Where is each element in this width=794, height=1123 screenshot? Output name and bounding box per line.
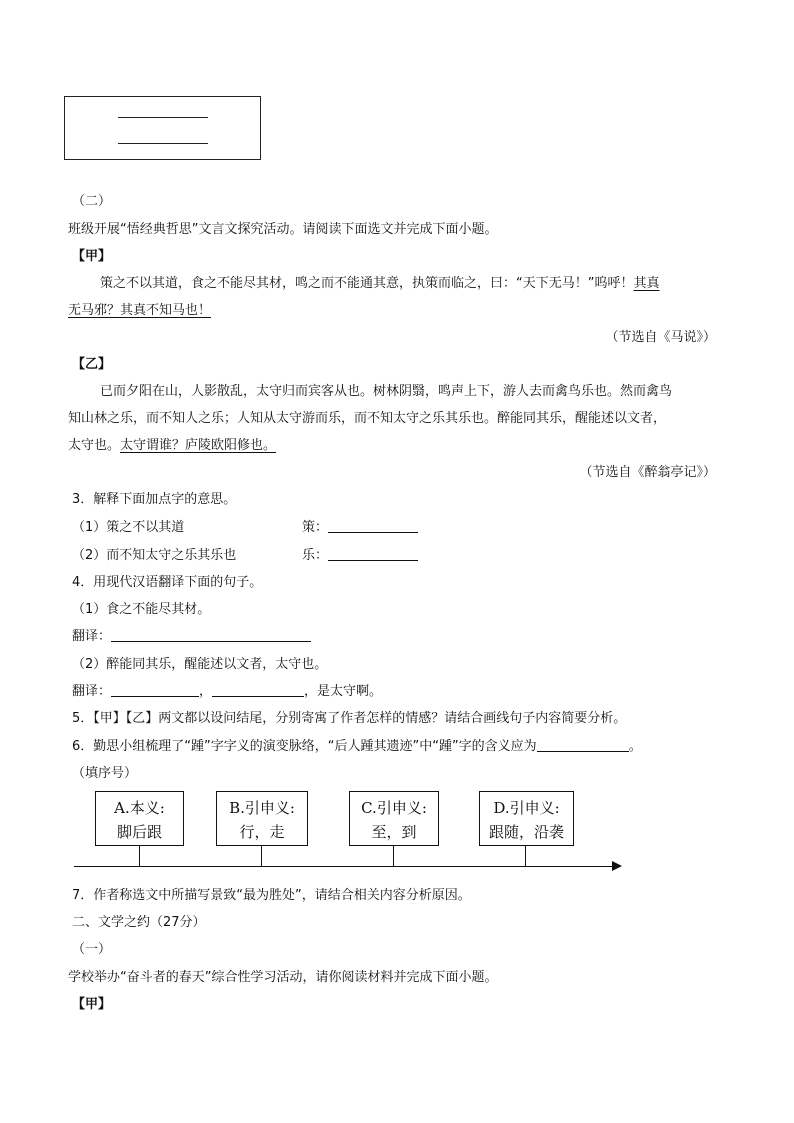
section-label: （二）	[72, 194, 112, 209]
yi-underlined-part: 太守谓谁？庐陵欧阳修也。	[120, 438, 277, 453]
timeline-box-a-title: A.本义:	[114, 799, 165, 817]
answer-blank[interactable]	[111, 682, 199, 697]
jia-label: 【甲】	[72, 249, 112, 264]
answer-blank[interactable]	[328, 546, 418, 561]
answer-box	[64, 96, 261, 160]
timeline-box-b	[216, 791, 308, 846]
translate-label: 翻译：	[72, 684, 112, 699]
yi-source: （节选自《醉翁亭记》）	[579, 465, 716, 480]
q6-text: 6．勤思小组梳理了“踵”字字义的演变脉络，“后人踵其遗迹”中“踵”字的含义应为	[72, 739, 537, 754]
timeline-arrow-icon	[612, 861, 622, 871]
yi-text-line3	[68, 434, 276, 453]
part-2-heading: 二、文学之约（27分）	[72, 915, 206, 930]
q4-end-text: ，是太守啊。	[304, 684, 383, 699]
q4-translate-2[interactable]	[72, 680, 382, 699]
timeline-box-d	[479, 791, 574, 846]
jia-source: （节选自《马说》）	[605, 330, 716, 345]
answer-blank[interactable]	[537, 737, 629, 752]
answer-blank[interactable]	[328, 518, 418, 533]
yi-text-part: 太守也。	[68, 438, 121, 453]
answer-blank[interactable]	[111, 627, 311, 642]
jia-text-line1	[100, 272, 660, 291]
answer-line-2	[118, 143, 208, 144]
answer-line-1	[118, 117, 208, 118]
q6-end: 。	[628, 739, 642, 754]
part-2-section-label: （一）	[72, 942, 112, 957]
timeline-box-c-title: C.引申义:	[361, 799, 427, 817]
q3-answer-1[interactable]	[302, 516, 418, 535]
question-7: 7．作者称选文中所描写景致“最为胜处”，请结合相关内容分析原因。	[72, 888, 471, 903]
q4-item-1: （1）食之不能尽其材。	[72, 602, 211, 617]
intro-text: 班级开展“悟经典哲思”文言文探究活动。请阅读下面选文并完成下面小题。	[68, 222, 498, 237]
q3-answer-label-1: 策：	[302, 520, 329, 535]
question-3: 3．解释下面加点字的意思。	[72, 492, 237, 507]
timeline-box-a	[95, 791, 184, 846]
q3-answer-label-2: 乐：	[302, 548, 329, 563]
q4-item-2: （2）醉能同其乐，醒能述以文者，太守也。	[72, 657, 328, 672]
q6-note: （填序号）	[72, 766, 138, 781]
timeline-box-a-meaning: 脚后跟	[116, 823, 162, 841]
timeline-box-d-title: D.引申义:	[493, 799, 560, 817]
timeline-tick	[139, 846, 140, 867]
question-5: 5．【甲】【乙】两文都以设问结尾，分别寄寓了作者怎样的情感？请结合画线句子内容简要分析。	[72, 711, 627, 726]
timeline-box-d-meaning: 跟随，沿袭	[488, 823, 564, 841]
jia-underlined-part: 其真	[633, 276, 660, 291]
answer-blank[interactable]	[212, 682, 304, 697]
timeline-tick	[525, 846, 526, 867]
q3-answer-2[interactable]	[302, 544, 418, 563]
q3-item-2: （2）而不知太守之乐其乐也	[72, 548, 237, 563]
timeline-box-c	[349, 791, 439, 846]
timeline-axis	[74, 866, 614, 867]
q4-translate-1[interactable]	[72, 625, 311, 644]
q3-item-1: （1）策之不以其道	[72, 520, 185, 535]
yi-text-line1: 已而夕阳在山，人影散乱，太守归而宾客从也。树林阴翳，鸣声上下，游人去而禽鸟乐也。然而禽鸟	[100, 384, 673, 399]
timeline-tick	[261, 846, 262, 867]
timeline-box-b-meaning: 行，走	[239, 823, 285, 841]
timeline-tick	[393, 846, 394, 867]
comma: ，	[199, 684, 213, 699]
translate-label: 翻译：	[72, 629, 112, 644]
jia-text-line2: 无马邪？其真不知马也！	[68, 303, 212, 318]
jia-text-part: 策之不以其道，食之不能尽其材，鸣之而不能通其意，执策而临之，曰：“天下无马！”呜呼！	[100, 276, 634, 291]
timeline-box-c-meaning: 至，到	[371, 823, 417, 841]
timeline-box-b-title: B.引申义:	[229, 799, 295, 817]
part-2-intro: 学校举办“奋斗者的春天”综合性学习活动，请你阅读材料并完成下面小题。	[68, 970, 498, 985]
yi-label: 【乙】	[72, 357, 112, 372]
part-2-jia-label: 【甲】	[72, 997, 112, 1012]
yi-text-line2: 知山林之乐，而不知人之乐；人知从太守游而乐，而不知太守之乐其乐也。醉能同其乐，醒能述以文者，	[68, 411, 667, 426]
question-6	[72, 735, 642, 754]
question-4: 4．用现代汉语翻译下面的句子。	[72, 575, 263, 590]
